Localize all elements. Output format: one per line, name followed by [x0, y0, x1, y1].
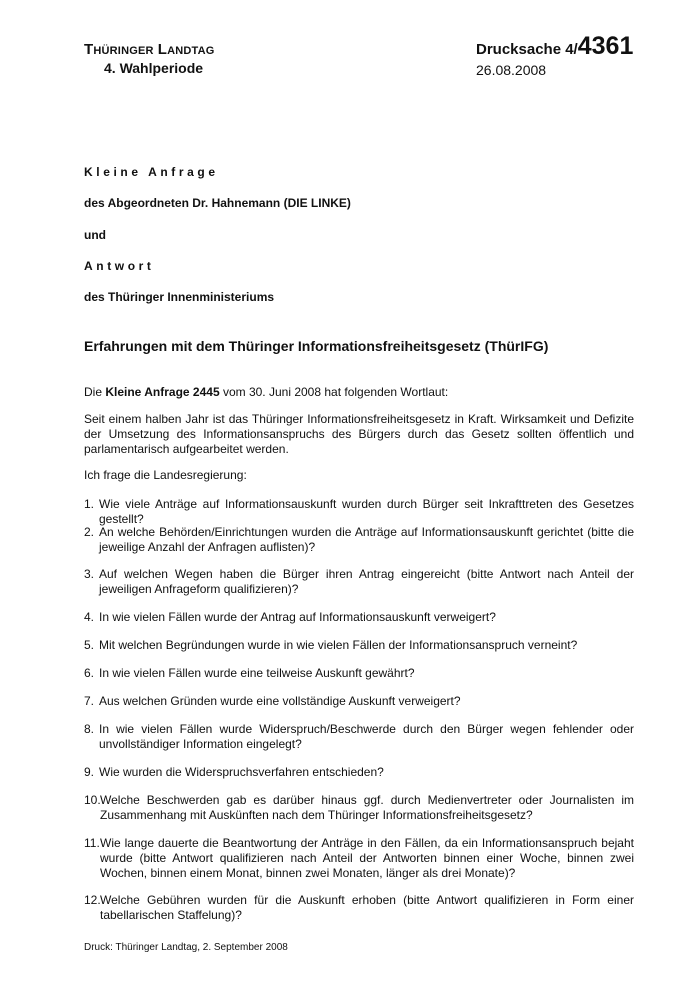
question-item: 3. Auf welchen Wegen haben die Bürger ihren Antrag eingereicht (bitte Antwort nach Anteil der jeweiligen Anfrageform qualifizieren)? [84, 567, 634, 596]
question-item: 2. An welche Behörden/Einrichtungen wurden die Anträge auf Informationsauskunft gerichtet (bitte die jeweilige Anzahl der Anfragen auflisten)? [84, 525, 634, 554]
question-item: 4. In wie vielen Fällen wurde der Antrag auf Informationsauskunft verweigert? [84, 610, 496, 624]
drucksache-label: Drucksache 4/4361 [476, 32, 634, 60]
question-item: 5. Mit welchen Begründungen wurde in wie vielen Fällen der Informationsanspruch verneint? [84, 638, 578, 652]
print-footer: Druck: Thüringer Landtag, 2. September 2008 [84, 942, 288, 953]
antwort-heading: Antwort [84, 259, 155, 273]
question-item: 9. Wie wurden die Widerspruchsverfahren entschieden? [84, 765, 384, 779]
question-item: 8. In wie vielen Fällen wurde Widerspruch/Beschwerde durch den Bürger wegen fehlender oder unvollständiger Information eingelegt? [84, 722, 634, 751]
intro-paragraph: Seit einem halben Jahr ist das Thüringer Informationsfreiheitsgesetz in Kraft. Wirksamkeit und Defizite der Umsetzung des Informationsanspruchs des Bürgers durch das Gesetz sollten öffentlich und parlamentarisch aufgearbeitet werden. [84, 412, 634, 456]
question-item: 10. Welche Beschwerden gab es darüber hinaus ggf. durch Medienvertreter oder Journalisten im Zusammenhang mit Auskünften nach dem Thüringer Informationsfreiheitsgesetz? [84, 793, 634, 822]
abgeordneter-line: des Abgeordneten Dr. Hahnemann (DIE LINKE) [84, 196, 351, 210]
question-item: 1. Wie viele Anträge auf Informationsauskunft wurden durch Bürger seit Inkrafttreten des Gesetzes gestellt? [84, 497, 634, 526]
header-right [476, 32, 633, 78]
question-item: 12. Welche Gebühren wurden für die Auskunft erhoben (bitte Antwort qualifizieren in Form einer tabellarischen Staffelung)? [84, 893, 634, 922]
landtag-name: THÜRINGER LANDTAG [84, 41, 215, 58]
anfrage-reference: Kleine Anfrage 2445 [105, 385, 220, 399]
subject-title: Erfahrungen mit dem Thüringer Informationsfreiheitsgesetz (ThürIFG) [84, 338, 549, 354]
drucksache-number: 4361 [577, 32, 634, 60]
und-line: und [84, 228, 106, 242]
document-date: 26.08.2008 [476, 62, 547, 78]
question-item: 6. In wie vielen Fällen wurde eine teilweise Auskunft gewährt? [84, 666, 415, 680]
ministerium-line: des Thüringer Innenministeriums [84, 290, 275, 304]
header-left [84, 41, 215, 76]
question-item: 7. Aus welchen Gründen wurde eine vollständige Auskunft verweigert? [84, 694, 461, 708]
question-item: 11. Wie lange dauerte die Beantwortung der Anträge in den Fällen, da ein Informationsanspruch bejaht wurde (bitte Antwort qualifizieren nach Anteil der Antworten binnen einer Woche, binnen zwei Wochen, binnen einem Monat, binnen zwei Monaten, länger als drei Monate)? [84, 836, 634, 880]
kleine-anfrage-heading: Kleine Anfrage [84, 165, 219, 179]
intro-line: Die Kleine Anfrage 2445 vom 30. Juni 2008 hat folgenden Wortlaut: [84, 385, 449, 399]
ask-line: Ich frage die Landesregierung: [84, 468, 247, 482]
wahlperiode: 4. Wahlperiode [104, 60, 204, 76]
